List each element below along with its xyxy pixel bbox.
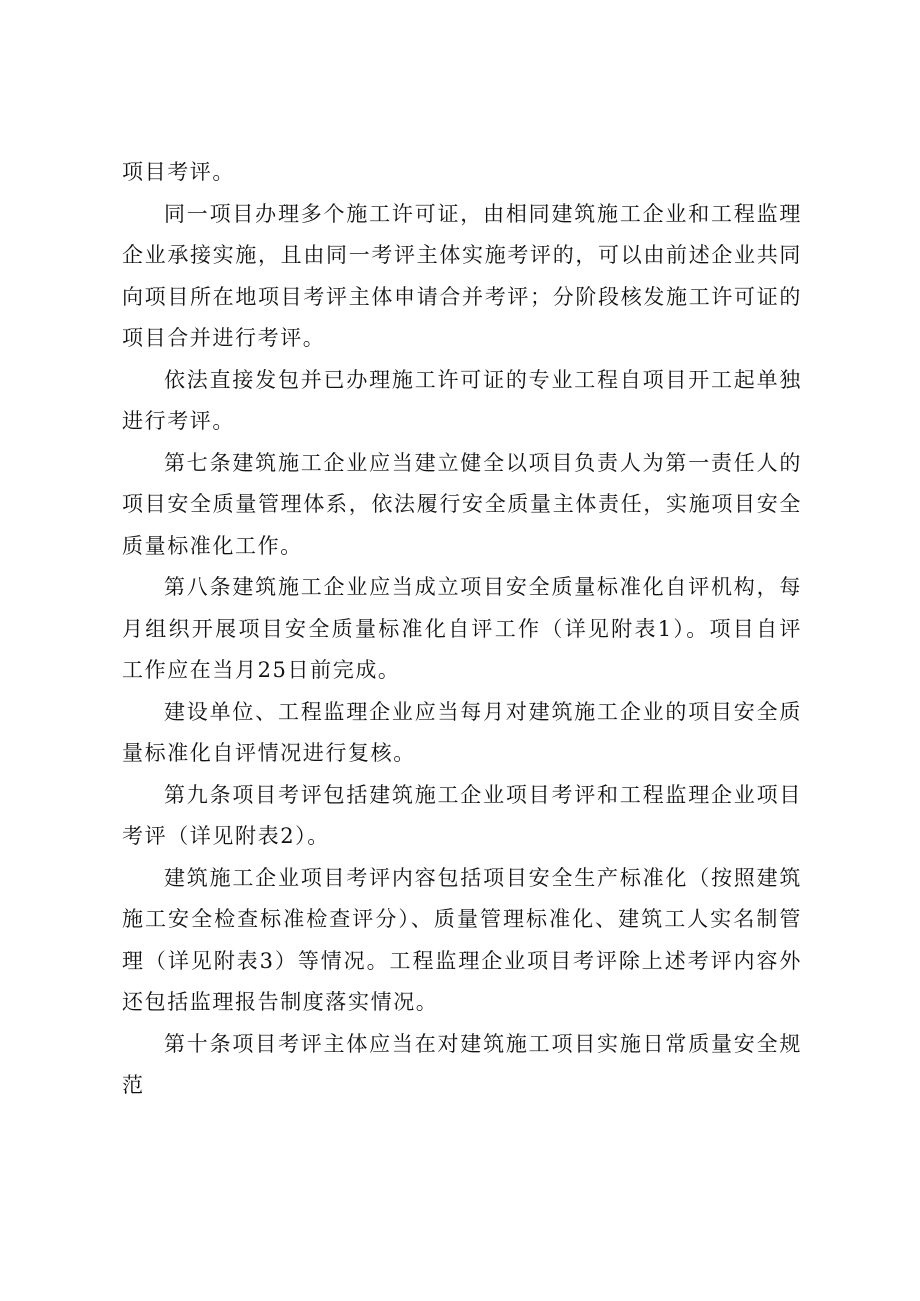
- paragraph-article-7: 第七条建筑施工企业应当建立健全以项目负责人为第一责任人的项目安全质量管理体系，依法履行安全质量主体责任，实施项目安全质量标准化工作。: [122, 450, 802, 558]
- paragraph-direct-contract: 依法直接发包并已办理施工许可证的专业工程自项目开工起单独进行考评。: [122, 367, 802, 433]
- paragraph-merge-evaluation: 同一项目办理多个施工许可证，由相同建筑施工企业和工程监理企业承接实施，且由同一考评主体实施考评的，可以由前述企业共同向项目所在地项目考评主体申请合并考评；分阶段核发施工许可证的项目合并进行考评。: [122, 201, 802, 350]
- paragraph-evaluation-content: 建筑施工企业项目考评内容包括项目安全生产标准化（按照建筑施工安全检查标准检查评分）、质量管理标准化、建筑工人实名制管理（详见附表3）等情况。工程监理企业项目考评除上述考评内容外还包括监理报告制度落实情况。: [122, 865, 802, 1014]
- paragraph-article-10: 第十条项目考评主体应当在对建筑施工项目实施日常质量安全规范: [122, 1031, 802, 1097]
- paragraph-article-9: 第九条项目考评包括建筑施工企业项目考评和工程监理企业项目考评（详见附表2）。: [122, 782, 802, 848]
- paragraph-review: 建设单位、工程监理企业应当每月对建筑施工企业的项目安全质量标准化自评情况进行复核。: [122, 699, 802, 765]
- document-body: [122, 152, 802, 1107]
- paragraph-continuation: 项目考评。: [122, 160, 235, 184]
- paragraph-article-8: 第八条建筑施工企业应当成立项目安全质量标准化自评机构，每月组织开展项目安全质量标准化自评工作（详见附表1）。项目自评工作应在当月25日前完成。: [122, 575, 802, 682]
